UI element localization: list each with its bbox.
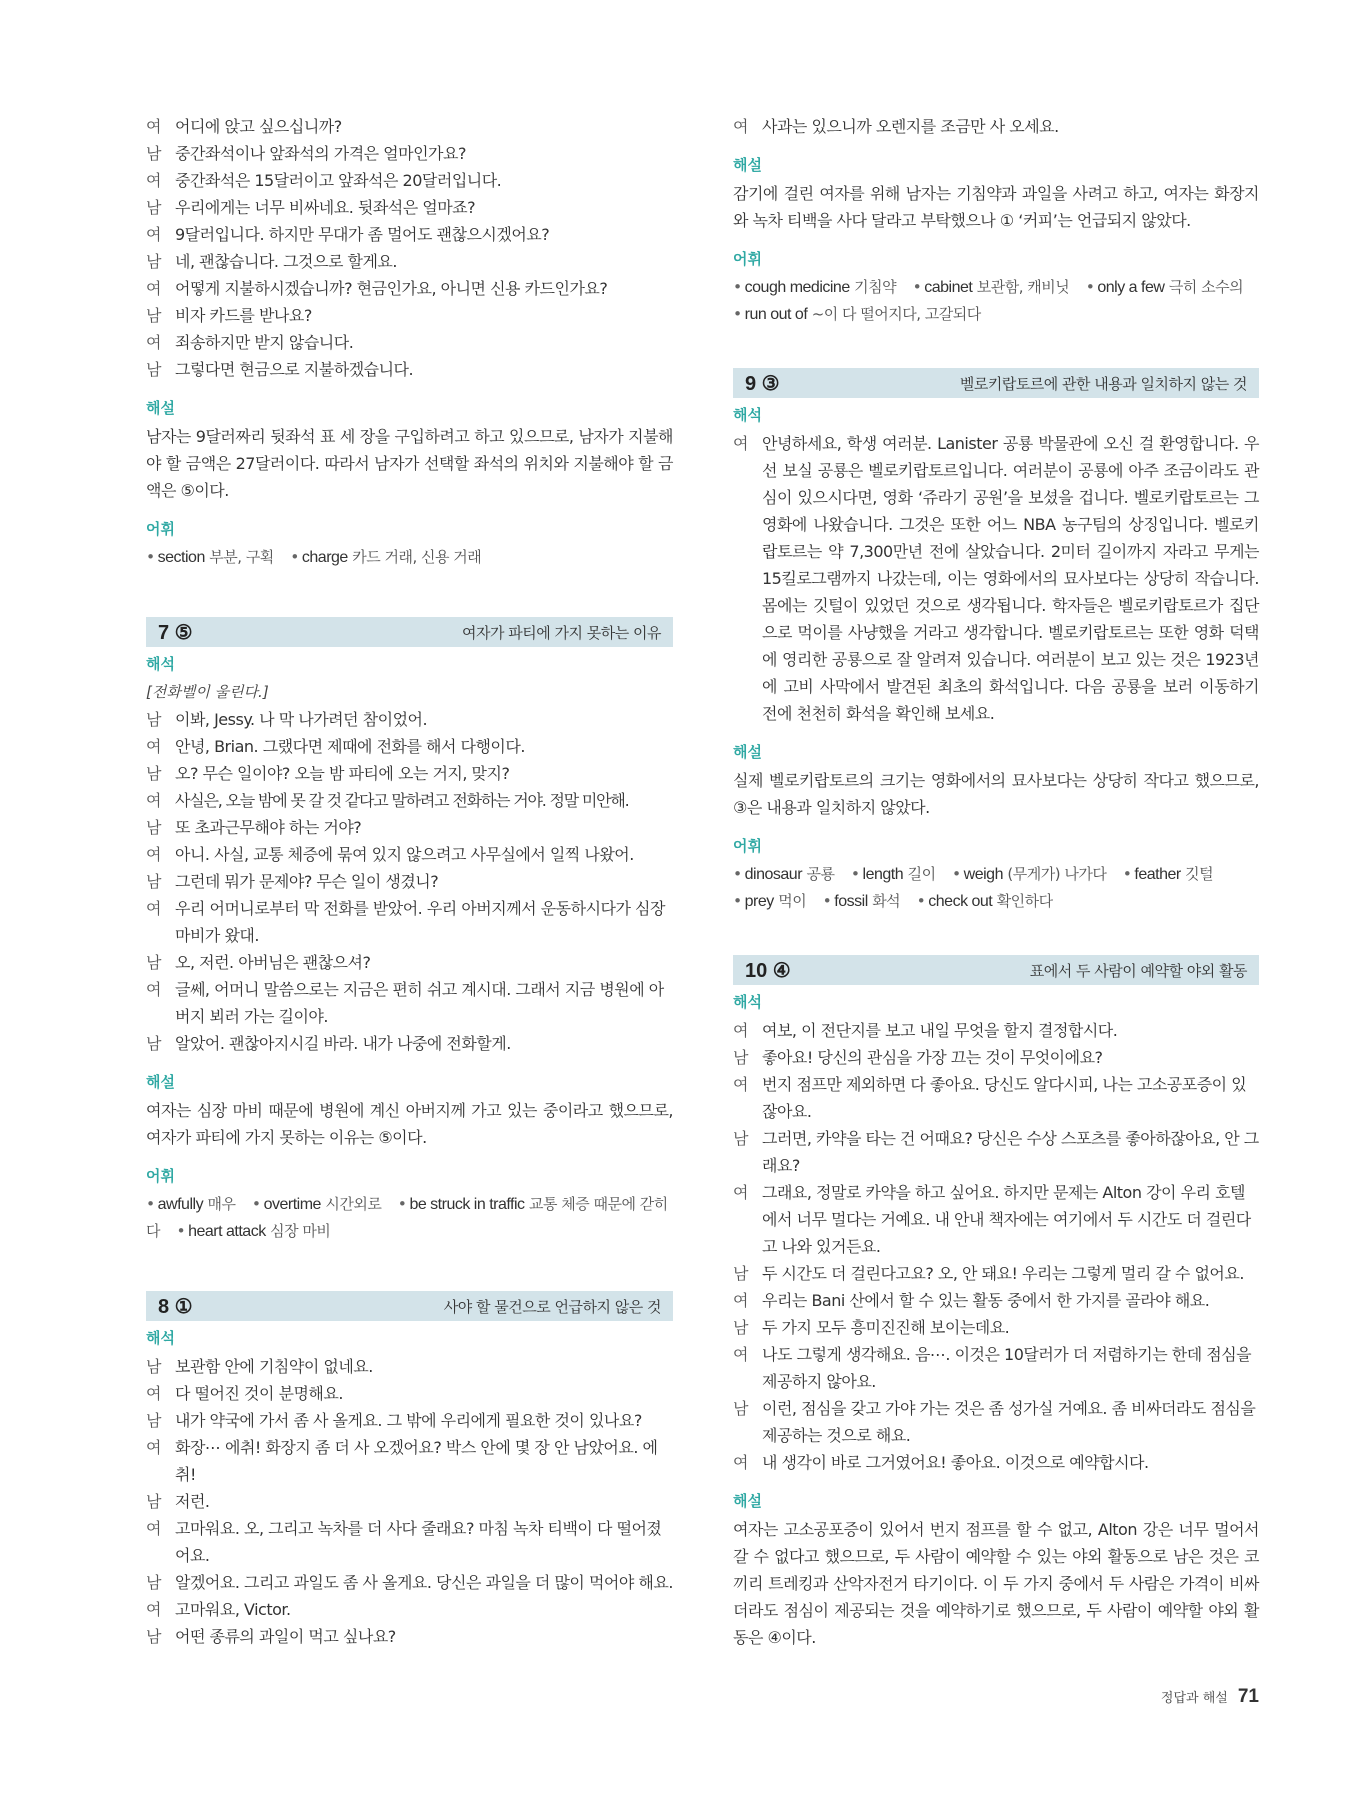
dialogue-text: 보관함 안에 기침약이 없네요. — [175, 1357, 373, 1376]
explanation-label: 해설 — [146, 1073, 175, 1091]
speaker: 여 — [146, 1438, 161, 1457]
dialogue-text: 중간좌석이나 앞좌석의 가격은 얼마인가요? — [175, 144, 466, 163]
dialogue-text: 고마워요, Victor. — [175, 1600, 291, 1619]
speaker: 남 — [733, 1318, 748, 1337]
dialogue-text: 그래요, 정말로 카약을 하고 싶어요. 하지만 문제는 Alton 강이 우리 호텔에서 너무 멀다는 거예요. 내 안내 책자에는 여기에서 두 시간도 더 걸린다고 나와 있거든요. — [762, 1183, 1251, 1256]
q7-dialogue — [146, 706, 673, 1057]
bullet: • — [146, 1195, 155, 1213]
translation-label: 해석 — [146, 655, 175, 673]
vocab-item — [823, 892, 901, 910]
dialogue-line — [146, 1353, 673, 1380]
vocab-en: awfully — [157, 1196, 204, 1213]
dialogue-line — [733, 1395, 1259, 1449]
bullet: • — [251, 1195, 261, 1213]
dialogue-text: 나도 그렇게 생각해요. 음⋯. 이것은 10달러가 더 저렴하기는 한데 점심을 제공하지 않아요. — [762, 1345, 1252, 1391]
explanation-label: 해설 — [733, 1492, 762, 1510]
dialogue-line — [733, 1260, 1259, 1287]
dialogue-line — [733, 1287, 1259, 1314]
dialogue-line — [146, 949, 673, 976]
speaker: 여 — [733, 1291, 748, 1310]
q8-vocab — [733, 274, 1259, 328]
dialogue-line — [146, 194, 673, 221]
dialogue-text: 좋아요! 당신의 관심을 가장 끄는 것이 무엇이에요? — [762, 1048, 1103, 1067]
dialogue-text: 우리에게는 너무 비싸네요. 뒷좌석은 얼마죠? — [175, 198, 476, 217]
dialogue-text: 오, 저런. 아버님은 괜찮으셔? — [175, 953, 371, 972]
speaker: 여 — [733, 434, 748, 453]
dialogue-line — [146, 1488, 673, 1515]
dialogue-line — [146, 841, 673, 868]
dialogue-text: 어떤 종류의 과일이 먹고 싶나요? — [175, 1627, 396, 1646]
speaker: 여 — [146, 980, 161, 999]
vocab-label: 어휘 — [733, 837, 762, 855]
dialogue-text: 오? 무슨 일이야? 오늘 밤 파티에 오는 거지, 맞지? — [175, 764, 510, 783]
vocab-ko: 보관함, 캐비닛 — [976, 278, 1070, 296]
vocab-label: 어휘 — [146, 1167, 175, 1185]
vocab-label: 어휘 — [733, 250, 762, 268]
vocab-item — [1086, 278, 1243, 296]
stage-direction: [전화벨이 울린다.] — [146, 683, 269, 701]
q6-dialogue — [146, 113, 673, 383]
dialogue-line — [146, 221, 673, 248]
page-footer — [1135, 1686, 1259, 1708]
vocab-ko: ~이 다 떨어지다, 고갈되다 — [811, 305, 981, 323]
question-number: 7 ⑤ — [158, 621, 193, 644]
question-number: 8 ① — [158, 1295, 193, 1318]
vocab-item — [733, 865, 834, 883]
vocab-ko: 교통 체증 때문에 갇히다 — [146, 1195, 668, 1240]
dialogue-line — [146, 1380, 673, 1407]
dialogue-line — [733, 1125, 1259, 1179]
speaker: 남 — [146, 1573, 161, 1592]
dialogue-line — [146, 1596, 673, 1623]
vocab-en: cabinet — [924, 279, 973, 296]
bullet: • — [1122, 865, 1132, 883]
bullet: • — [733, 865, 742, 883]
dialogue-text: 그렇다면 현금으로 지불하겠습니다. — [175, 360, 414, 379]
speaker: 남 — [146, 1627, 161, 1646]
speaker: 여 — [146, 845, 161, 864]
speaker: 여 — [146, 1519, 161, 1538]
dialogue-text: 이런, 점심을 갖고 가야 가는 것은 좀 성가실 거예요. 좀 비싸더라도 점심을 제공하는 것으로 해요. — [762, 1399, 1256, 1445]
speaker: 여 — [146, 1384, 161, 1403]
vocab-ko: 확인하다 — [996, 892, 1053, 910]
monologue-text: 안녕하세요, 학생 여러분. Lanister 공룡 박물관에 오신 걸 환영합니다. 우선 보실 공룡은 벨로키랍토르입니다. 여러분이 공룡에 아주 조금이라도 관심이 있으시다면, 영화 ‘쥬라기 공원’을 보셨을 겁니다. 벨로키랍토르는 그 영화에 나왔습니다. 그것은 또한 어느 NBA 농구팀의 상징입니다. 벨로키랍토르는 약 7,300만년 전에 살았습니다. 2미터 길이까지 자라고 무게는 15킬로그램까지 나갔는데, 이는 영화에서의 묘사보다는 상당히 작습니다. 몸에는 깃털이 있었던 것으로 생각됩니다. 학자들은 벨로키랍토르가 집단으로 먹이를 사냥했을 거라고 생각합니다. 벨로키랍토르는 또한 영화 덕택에 영리한 공룡으로 잘 알려져 있습니다. 여러분이 보고 있는 것은 1923년에 고비 사막에서 발견된 최초의 화석입니다. 다음 공룡을 보러 이동하기 전에 천천히 화석을 확인해 보세요. — [762, 434, 1259, 723]
dialogue-line — [733, 1314, 1259, 1341]
q6-explanation: 남자는 9달러짜리 뒷좌석 표 세 장을 구입하려고 하고 있으므로, 남자가 지불해야 할 금액은 27달러이다. 따라서 남자가 선택할 좌석의 위치와 지불해야 할 금액은 ⑤이다. — [146, 427, 673, 500]
speaker: 남 — [146, 872, 161, 891]
bullet: • — [822, 892, 832, 910]
vocab-en: run out of — [744, 306, 808, 323]
dialogue-line — [733, 1341, 1259, 1395]
speaker: 남 — [146, 764, 161, 783]
dialogue-text: 사실은, 오늘 밤에 못 갈 것 같다고 말하려고 전화하는 거야. 정말 미안해. — [175, 791, 629, 810]
speaker: 남 — [146, 953, 161, 972]
vocab-item — [913, 278, 1070, 296]
speaker: 남 — [146, 1411, 161, 1430]
dialogue-line — [146, 140, 673, 167]
dialogue-text: 이봐, Jessy. 나 막 나가려던 참이었어. — [175, 710, 428, 729]
dialogue-text: 네, 괜찮습니다. 그것으로 할게요. — [175, 252, 397, 271]
vocab-ko: 부분, 구획 — [209, 548, 274, 566]
vocab-item — [733, 278, 896, 296]
dialogue-text: 그러면, 카약을 타는 건 어때요? 당신은 수상 스포츠를 좋아하잖아요, 안 그래요? — [762, 1129, 1259, 1175]
translation-label: 해석 — [733, 993, 762, 1011]
dialogue-line — [146, 302, 673, 329]
vocab-item — [1123, 865, 1213, 883]
dialogue-line — [146, 895, 673, 949]
vocab-ko: 먹이 — [778, 892, 807, 910]
bullet: • — [733, 892, 742, 910]
speaker: 남 — [146, 360, 161, 379]
q7-vocab — [146, 1191, 673, 1245]
dialogue-text: 중간좌석은 15달러이고 앞좌석은 20달러입니다. — [175, 171, 502, 190]
speaker: 남 — [146, 1034, 161, 1053]
vocab-ko: 심장 마비 — [270, 1222, 331, 1240]
dialogue-text: 사과는 있으니까 오렌지를 조금만 사 오세요. — [762, 117, 1059, 136]
bullet: • — [290, 548, 299, 566]
q9-header — [733, 368, 1259, 398]
right-column — [733, 113, 1259, 1651]
translation-label: 해석 — [733, 406, 762, 424]
dialogue-text: 비자 카드를 받나요? — [175, 306, 312, 325]
speaker: 여 — [146, 737, 161, 756]
speaker: 여 — [733, 1021, 748, 1040]
q10-explanation: 여자는 고소공포증이 있어서 번지 점프를 할 수 없고, Alton 강은 너무 멀어서 갈 수 없다고 했으므로, 두 사람이 예약할 수 있는 야외 활동으로 남은 것은 코끼리 트레킹과 산악자전거 타기이다. 이 두 가지 중에서 두 사람은 가격이 비싸더라도 점심이 제공되는 것을 예약하기로 했으므로, 두 사람이 예약할 야외 활동은 ④이다. — [733, 1520, 1259, 1647]
dialogue-text: 저런. — [175, 1492, 210, 1511]
dialogue-text: 여보, 이 전단지를 보고 내일 무엇을 할지 결정합시다. — [762, 1021, 1118, 1040]
speaker: 여 — [146, 899, 161, 918]
vocab-item — [146, 1195, 235, 1213]
q8-header — [146, 1291, 673, 1321]
dialogue-line — [733, 113, 1259, 140]
vocab-item — [733, 892, 806, 910]
question-title: 여자가 파티에 가지 못하는 이유 — [462, 623, 661, 642]
dialogue-line — [146, 760, 673, 787]
bullet: • — [1085, 278, 1095, 296]
vocab-en: cough medicine — [744, 279, 850, 296]
q6-vocab — [146, 544, 673, 571]
footer-title: 정답과 해설 — [1160, 1691, 1228, 1706]
monologue — [733, 430, 1259, 727]
dialogue-text: 다 떨어진 것이 분명해요. — [175, 1384, 343, 1403]
vocab-en: section — [157, 549, 205, 566]
vocab-en: length — [862, 866, 904, 883]
q9-vocab — [733, 861, 1259, 915]
question-title: 표에서 두 사람이 예약할 야외 활동 — [1029, 961, 1247, 980]
bullet: • — [916, 892, 926, 910]
explanation-label: 해설 — [146, 399, 175, 417]
vocab-en: prey — [744, 893, 774, 910]
vocab-en: dinosaur — [744, 866, 803, 883]
dialogue-line — [146, 868, 673, 895]
speaker: 남 — [146, 818, 161, 837]
speaker: 남 — [146, 252, 161, 271]
dialogue-text: 화장⋯ 에취! 화장지 좀 더 사 오겠어요? 박스 안에 몇 장 안 남았어요. 에취! — [175, 1438, 658, 1484]
bullet: • — [733, 278, 742, 296]
dialogue-line — [146, 814, 673, 841]
dialogue-line — [733, 1449, 1259, 1476]
dialogue-text: 번지 점프만 제외하면 다 좋아요. 당신도 알다시피, 나는 고소공포증이 있잖아요. — [762, 1075, 1247, 1121]
dialogue-line — [146, 1407, 673, 1434]
vocab-label: 어휘 — [146, 520, 175, 538]
vocab-ko: (무게가) 나가다 — [1007, 865, 1107, 883]
q8-dialogue — [146, 1353, 673, 1650]
speaker: 남 — [733, 1264, 748, 1283]
speaker: 여 — [146, 117, 161, 136]
dialogue-line — [146, 167, 673, 194]
dialogue-text: 또 초과근무해야 하는 거야? — [175, 818, 362, 837]
dialogue-text: 내 생각이 바로 그거였어요! 좋아요. 이것으로 예약합시다. — [762, 1453, 1149, 1472]
question-number: 9 ③ — [745, 372, 780, 395]
vocab-en: heart attack — [188, 1223, 266, 1240]
dialogue-line — [146, 733, 673, 760]
q7-header — [146, 617, 673, 647]
speaker: 여 — [733, 1453, 748, 1472]
vocab-en: overtime — [263, 1196, 321, 1213]
dialogue-line — [146, 787, 673, 814]
dialogue-text: 우리는 Bani 산에서 할 수 있는 활동 중에서 한 가지를 골라야 해요. — [762, 1291, 1210, 1310]
q10-header — [733, 955, 1259, 985]
question-title: 벨로키랍토르에 관한 내용과 일치하지 않는 것 — [959, 374, 1247, 393]
dialogue-text: 알겠어요. 그리고 과일도 좀 사 올게요. 당신은 과일을 더 많이 먹어야 해요. — [175, 1573, 673, 1592]
bullet: • — [952, 865, 961, 883]
dialogue-text: 알았어. 괜찮아지시길 바라. 내가 나중에 전화할게. — [175, 1034, 511, 1053]
vocab-ko: 깃털 — [1185, 865, 1214, 883]
dialogue-text: 9달러입니다. 하지만 무대가 좀 멀어도 괜찮으시겠어요? — [175, 225, 550, 244]
speaker: 여 — [146, 171, 161, 190]
vocab-item — [851, 865, 936, 883]
speaker: 남 — [733, 1048, 748, 1067]
speaker: 여 — [146, 225, 161, 244]
explanation-label: 해설 — [733, 743, 762, 761]
vocab-ko: 화석 — [872, 892, 901, 910]
bullet: • — [912, 278, 922, 296]
vocab-en: fossil — [834, 893, 868, 910]
q10-dialogue — [733, 1017, 1259, 1476]
speaker: 남 — [146, 144, 161, 163]
speaker: 여 — [146, 791, 161, 810]
question-title: 사야 할 물건으로 언급하지 않은 것 — [443, 1297, 661, 1316]
bullet: • — [850, 865, 860, 883]
bullet: • — [733, 305, 742, 323]
dialogue-text: 고마워요. 오, 그리고 녹차를 더 사다 줄래요? 마침 녹차 티백이 다 떨어졌어요. — [175, 1519, 662, 1565]
vocab-ko: 길이 — [907, 865, 936, 883]
dialogue-line — [146, 248, 673, 275]
dialogue-line — [146, 1569, 673, 1596]
dialogue-line — [146, 1434, 673, 1488]
vocab-ko: 기침약 — [854, 278, 897, 296]
left-column — [146, 113, 673, 1650]
bullet: • — [146, 548, 155, 566]
bullet: • — [176, 1222, 186, 1240]
speaker: 여 — [733, 1183, 748, 1202]
vocab-item — [290, 548, 481, 566]
dialogue-line — [146, 1515, 673, 1569]
vocab-ko: 시간외로 — [325, 1195, 382, 1213]
dialogue-text: 안녕, Brian. 그랬다면 제때에 전화를 해서 다행이다. — [175, 737, 525, 756]
vocab-en: charge — [301, 549, 348, 566]
dialogue-text: 어떻게 지불하시겠습니까? 현금인가요, 아니면 신용 카드인가요? — [175, 279, 608, 298]
vocab-en: check out — [928, 893, 993, 910]
dialogue-text: 글쎄, 어머니 말씀으로는 지금은 편히 쉬고 계시대. 그래서 지금 병원에 아버지 뵈러 가는 길이야. — [175, 980, 664, 1026]
dialogue-text: 죄송하지만 받지 않습니다. — [175, 333, 354, 352]
speaker: 여 — [733, 1075, 748, 1094]
bullet: • — [397, 1195, 407, 1213]
dialogue-line — [733, 1071, 1259, 1125]
dialogue-line — [146, 356, 673, 383]
speaker: 남 — [146, 198, 161, 217]
dialogue-text: 내가 약국에 가서 좀 사 올게요. 그 밖에 우리에게 필요한 것이 있나요? — [175, 1411, 642, 1430]
speaker: 남 — [146, 1357, 161, 1376]
vocab-item — [176, 1222, 330, 1240]
translation-label: 해석 — [146, 1329, 175, 1347]
speaker: 남 — [733, 1399, 748, 1418]
vocab-en: weigh — [963, 866, 1003, 883]
vocab-ko: 공룡 — [806, 865, 835, 883]
vocab-item — [917, 892, 1053, 910]
speaker: 남 — [146, 1492, 161, 1511]
dialogue-line — [733, 1044, 1259, 1071]
vocab-item — [252, 1195, 381, 1213]
vocab-item — [952, 865, 1106, 883]
dialogue-text: 그런데 뭐가 문제야? 무슨 일이 생겼니? — [175, 872, 439, 891]
dialogue-line — [146, 976, 673, 1030]
question-number: 10 ④ — [745, 959, 791, 982]
speaker: 여 — [146, 333, 161, 352]
dialogue-line — [733, 1179, 1259, 1260]
vocab-ko: 매우 — [207, 1195, 236, 1213]
speaker: 남 — [146, 710, 161, 729]
speaker: 여 — [733, 117, 748, 136]
q7-explanation: 여자는 심장 마비 때문에 병원에 계신 아버지께 가고 있는 중이라고 했으므로, 여자가 파티에 가지 못하는 이유는 ⑤이다. — [146, 1101, 673, 1147]
dialogue-line — [146, 113, 673, 140]
vocab-en: only a few — [1097, 279, 1165, 296]
speaker: 여 — [733, 1345, 748, 1364]
dialogue-line — [146, 706, 673, 733]
dialogue-line — [146, 1623, 673, 1650]
speaker: 남 — [146, 306, 161, 325]
dialogue-text: 아니. 사실, 교통 체증에 묶여 있지 않으려고 사무실에서 일찍 나왔어. — [175, 845, 634, 864]
vocab-item — [146, 548, 274, 566]
dialogue-line — [733, 1017, 1259, 1044]
page-number: 71 — [1237, 1686, 1259, 1707]
dialogue-line — [146, 275, 673, 302]
speaker: 남 — [733, 1129, 748, 1148]
dialogue-text: 우리 어머니로부터 막 전화를 받았어. 우리 아버지께서 운동하시다가 심장 마비가 왔대. — [175, 899, 665, 945]
q8-explanation: 감기에 걸린 여자를 위해 남자는 기침약과 과일을 사려고 하고, 여자는 화장지와 녹차 티백을 사다 달라고 부탁했으나 ① ‘커피’는 언급되지 않았다. — [733, 184, 1259, 230]
dialogue-line — [146, 329, 673, 356]
explanation-label: 해설 — [733, 156, 762, 174]
dialogue-text: 두 시간도 더 걸린다고요? 오, 안 돼요! 우리는 그렇게 멀리 갈 수 없어요. — [762, 1264, 1244, 1283]
vocab-en: be struck in traffic — [409, 1196, 525, 1213]
vocab-en: feather — [1134, 866, 1181, 883]
dialogue-text: 두 가지 모두 흥미진진해 보이는데요. — [762, 1318, 1010, 1337]
q9-explanation: 실제 벨로키랍토르의 크기는 영화에서의 묘사보다는 상당히 작다고 했으므로, ③은 내용과 일치하지 않았다. — [733, 771, 1259, 817]
speaker: 여 — [146, 1600, 161, 1619]
vocab-ko: 카드 거래, 신용 거래 — [352, 548, 482, 566]
vocab-ko: 극히 소수의 — [1168, 278, 1244, 296]
speaker: 여 — [146, 279, 161, 298]
dialogue-line — [146, 1030, 673, 1057]
dialogue-text: 어디에 앉고 싶으십니까? — [175, 117, 342, 136]
vocab-item — [733, 305, 981, 323]
